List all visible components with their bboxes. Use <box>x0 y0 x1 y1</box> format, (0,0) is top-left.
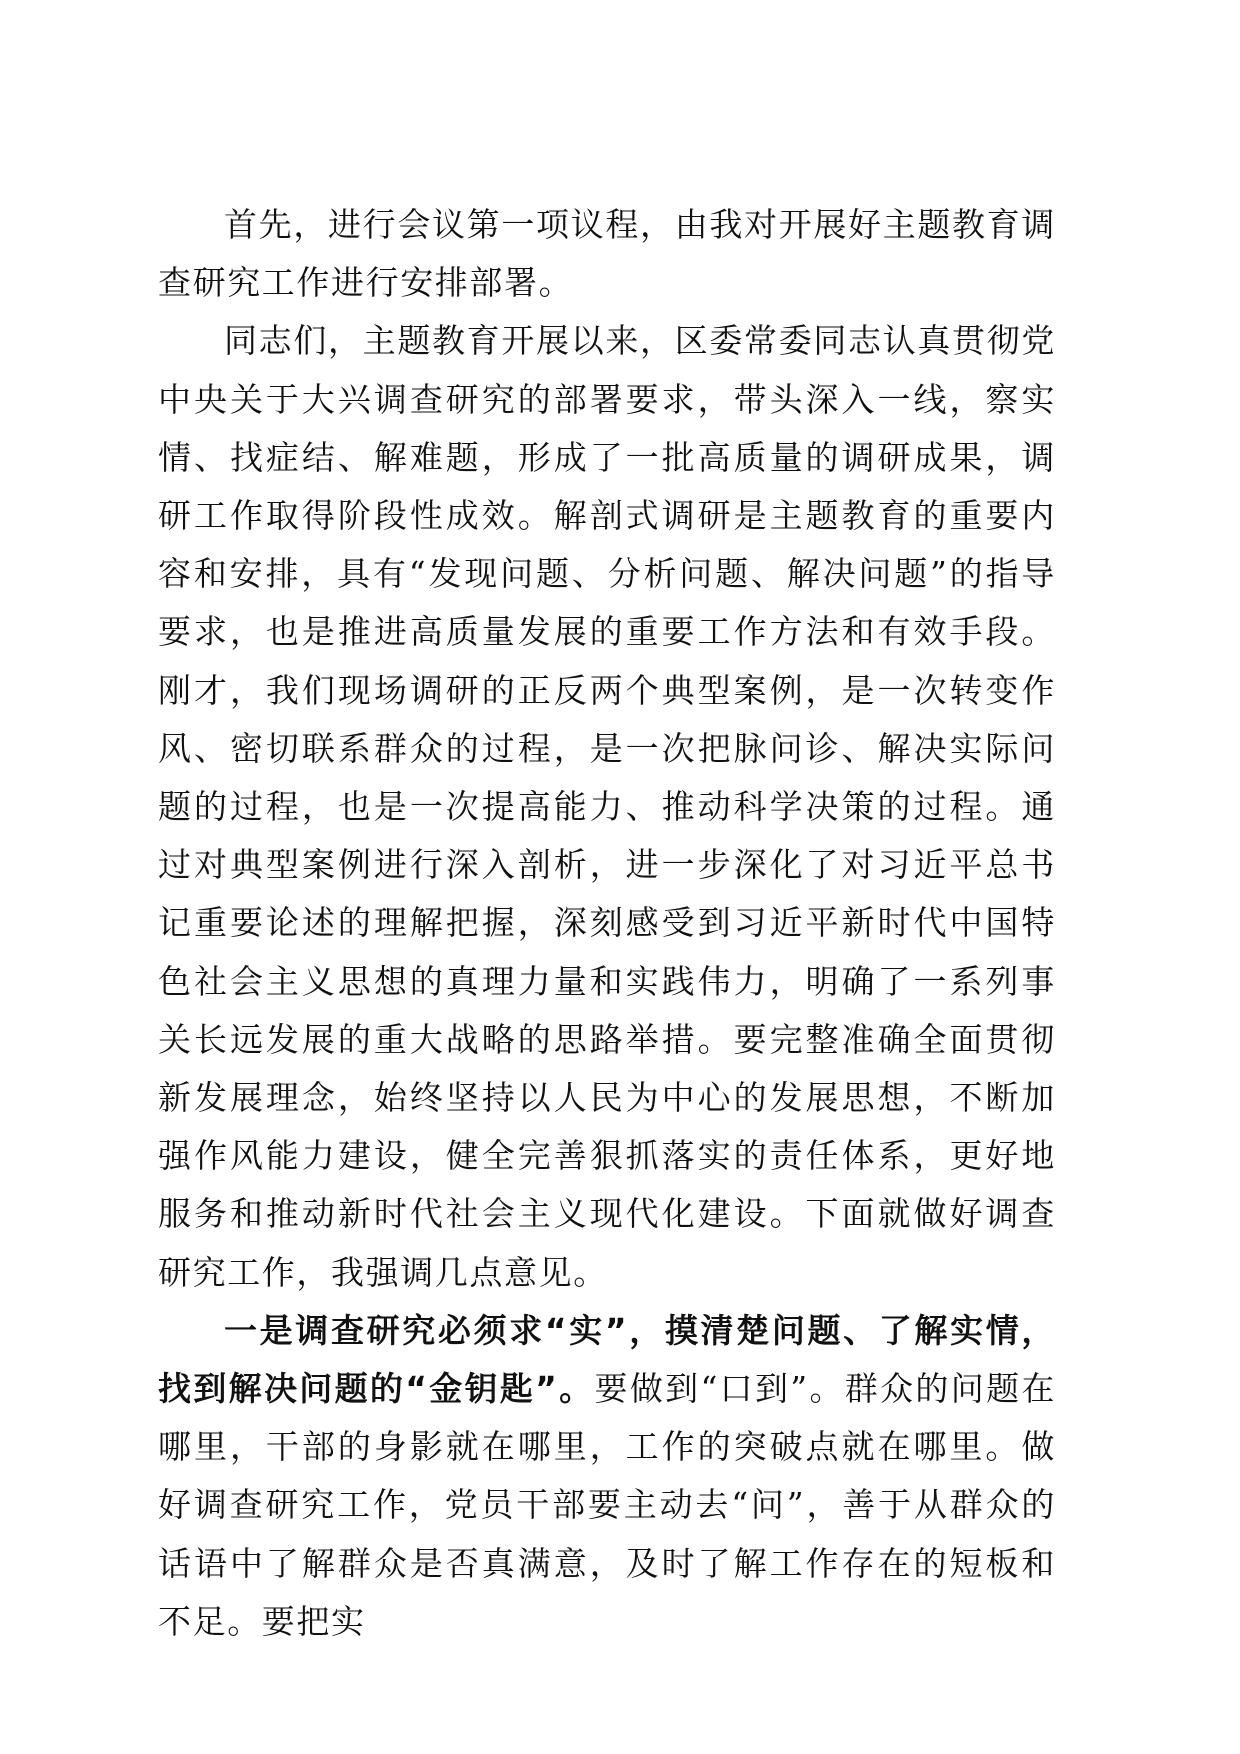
paragraph-point-one <box>158 1302 1056 1651</box>
paragraph-background <box>158 312 1056 1301</box>
paragraph-lead-heading: 一是调查研究必须求“实”，摸清楚问题、了解实情，找到解决问题的“金钥匙”。 <box>158 1310 1056 1409</box>
paragraph-text: 要做到“口到”。群众的问题在哪里，干部的身影就在哪里，工作的突破点就在哪里。做好调查研究工作，党员干部要主动去“问”，善于从群众的话语中了解群众是否真满意，及时了解工作存在的短板和不足。要把实 <box>158 1369 1056 1641</box>
document-page <box>158 196 1056 1651</box>
paragraph-text: 首先，进行会议第一项议程，由我对开展好主题教育调查研究工作进行安排部署。 <box>158 205 1056 303</box>
paragraph-text: 同志们，主题教育开展以来，区委常委同志认真贯彻党中央关于大兴调查研究的部署要求，带头深入一线，察实情、找症结、解难题，形成了一批高质量的调研成果，调研工作取得阶段性成效。解剖式调研是主题教育的重要内容和安排，具有“发现问题、分析问题、解决问题”的指导要求，也是推进高质量发展的重要工作方法和有效手段。刚才，我们现场调研的正反两个典型案例，是一次转变作风、密切联系群众的过程，是一次把脉问诊、解决实际问题的过程，也是一次提高能力、推动科学决策的过程。通过对典型案例进行深入剖析，进一步深化了对习近平总书记重要论述的理解把握，深刻感受到习近平新时代中国特色社会主义思想的真理力量和实践伟力，明确了一系列事关长远发展的重大战略的思路举措。要完整准确全面贯彻新发展理念，始终坚持以人民为中心的发展思想，不断加强作风能力建设，健全完善狠抓落实的责任体系，更好地服务和推动新时代社会主义现代化建设。下面就做好调查研究工作，我强调几点意见。 <box>158 321 1056 1292</box>
paragraph-opening <box>158 196 1056 312</box>
